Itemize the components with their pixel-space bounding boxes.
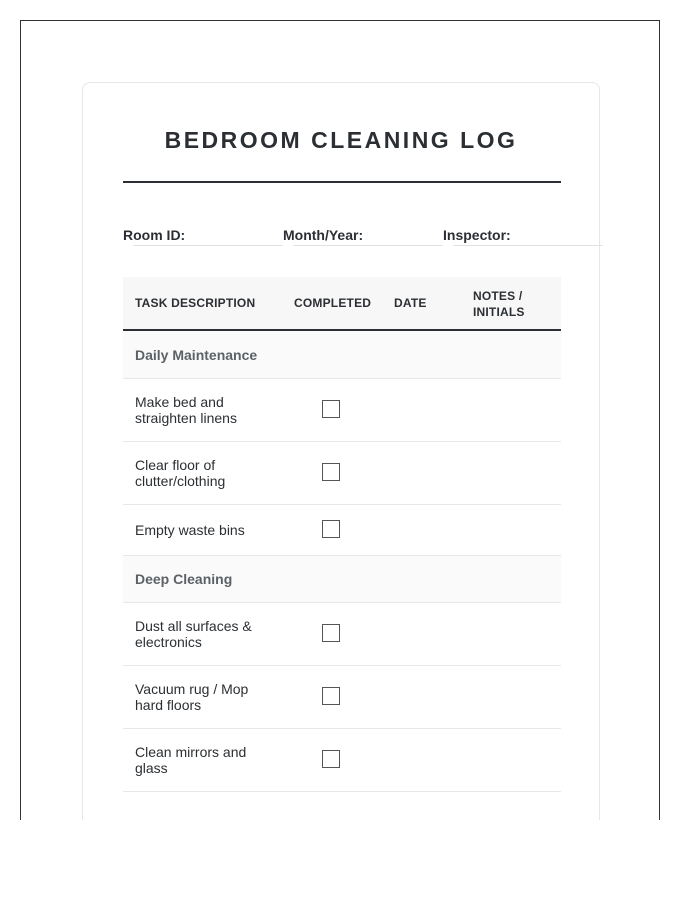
table-row [123, 505, 561, 556]
completed-checkbox[interactable] [322, 520, 340, 538]
task-label-line1: Empty waste bins [135, 522, 245, 538]
task-label [135, 457, 275, 489]
page-frame [20, 20, 660, 820]
table-row [123, 379, 561, 442]
header-notes-line2: INITIALS [473, 305, 525, 319]
completed-checkbox[interactable] [322, 687, 340, 705]
section-row-daily-maintenance [123, 331, 561, 379]
header-notes-line1: NOTES / [473, 289, 523, 303]
inspector-label: Inspector: [443, 227, 511, 243]
task-label-line1: Dust all surfaces & [135, 618, 252, 634]
page-title: BEDROOM CLEANING LOG [164, 127, 518, 153]
section-row-deep-cleaning [123, 556, 561, 603]
task-label-line2: glass [135, 760, 168, 776]
header-date: DATE [394, 296, 427, 310]
completed-checkbox[interactable] [322, 750, 340, 768]
task-label-line1: Vacuum rug / Mop [135, 681, 249, 697]
task-label [135, 522, 275, 538]
header-notes [473, 289, 525, 319]
task-label-line1: Clear floor of [135, 457, 216, 473]
completed-checkbox[interactable] [322, 624, 340, 642]
task-label-line2: electronics [135, 634, 202, 650]
task-label-line2: clutter/clothing [135, 473, 226, 489]
month-year-label: Month/Year: [283, 227, 364, 243]
month-year-field[interactable] [293, 245, 443, 246]
section-label: Deep Cleaning [135, 571, 233, 587]
title-divider [123, 181, 561, 183]
task-label [135, 618, 275, 650]
header-task-description: TASK DESCRIPTION [135, 296, 256, 310]
header-completed: COMPLETED [294, 296, 372, 310]
inspector-field[interactable] [453, 245, 603, 246]
completed-checkbox[interactable] [322, 400, 340, 418]
table-row [123, 603, 561, 666]
log-card [82, 82, 600, 820]
task-label-line2: hard floors [135, 697, 202, 713]
task-label-line1: Clean mirrors and [135, 744, 247, 760]
task-label-line2: straighten linens [135, 410, 237, 426]
section-label: Daily Maintenance [135, 347, 258, 363]
task-label [135, 394, 275, 426]
completed-checkbox[interactable] [322, 463, 340, 481]
task-label-line1: Make bed and [135, 394, 224, 410]
task-label [135, 681, 275, 713]
room-id-field[interactable] [133, 245, 283, 246]
task-label [135, 744, 275, 776]
room-id-label: Room ID: [123, 227, 186, 243]
table-row [123, 729, 561, 792]
table-header [123, 277, 561, 331]
table-row [123, 442, 561, 505]
table-row [123, 666, 561, 729]
